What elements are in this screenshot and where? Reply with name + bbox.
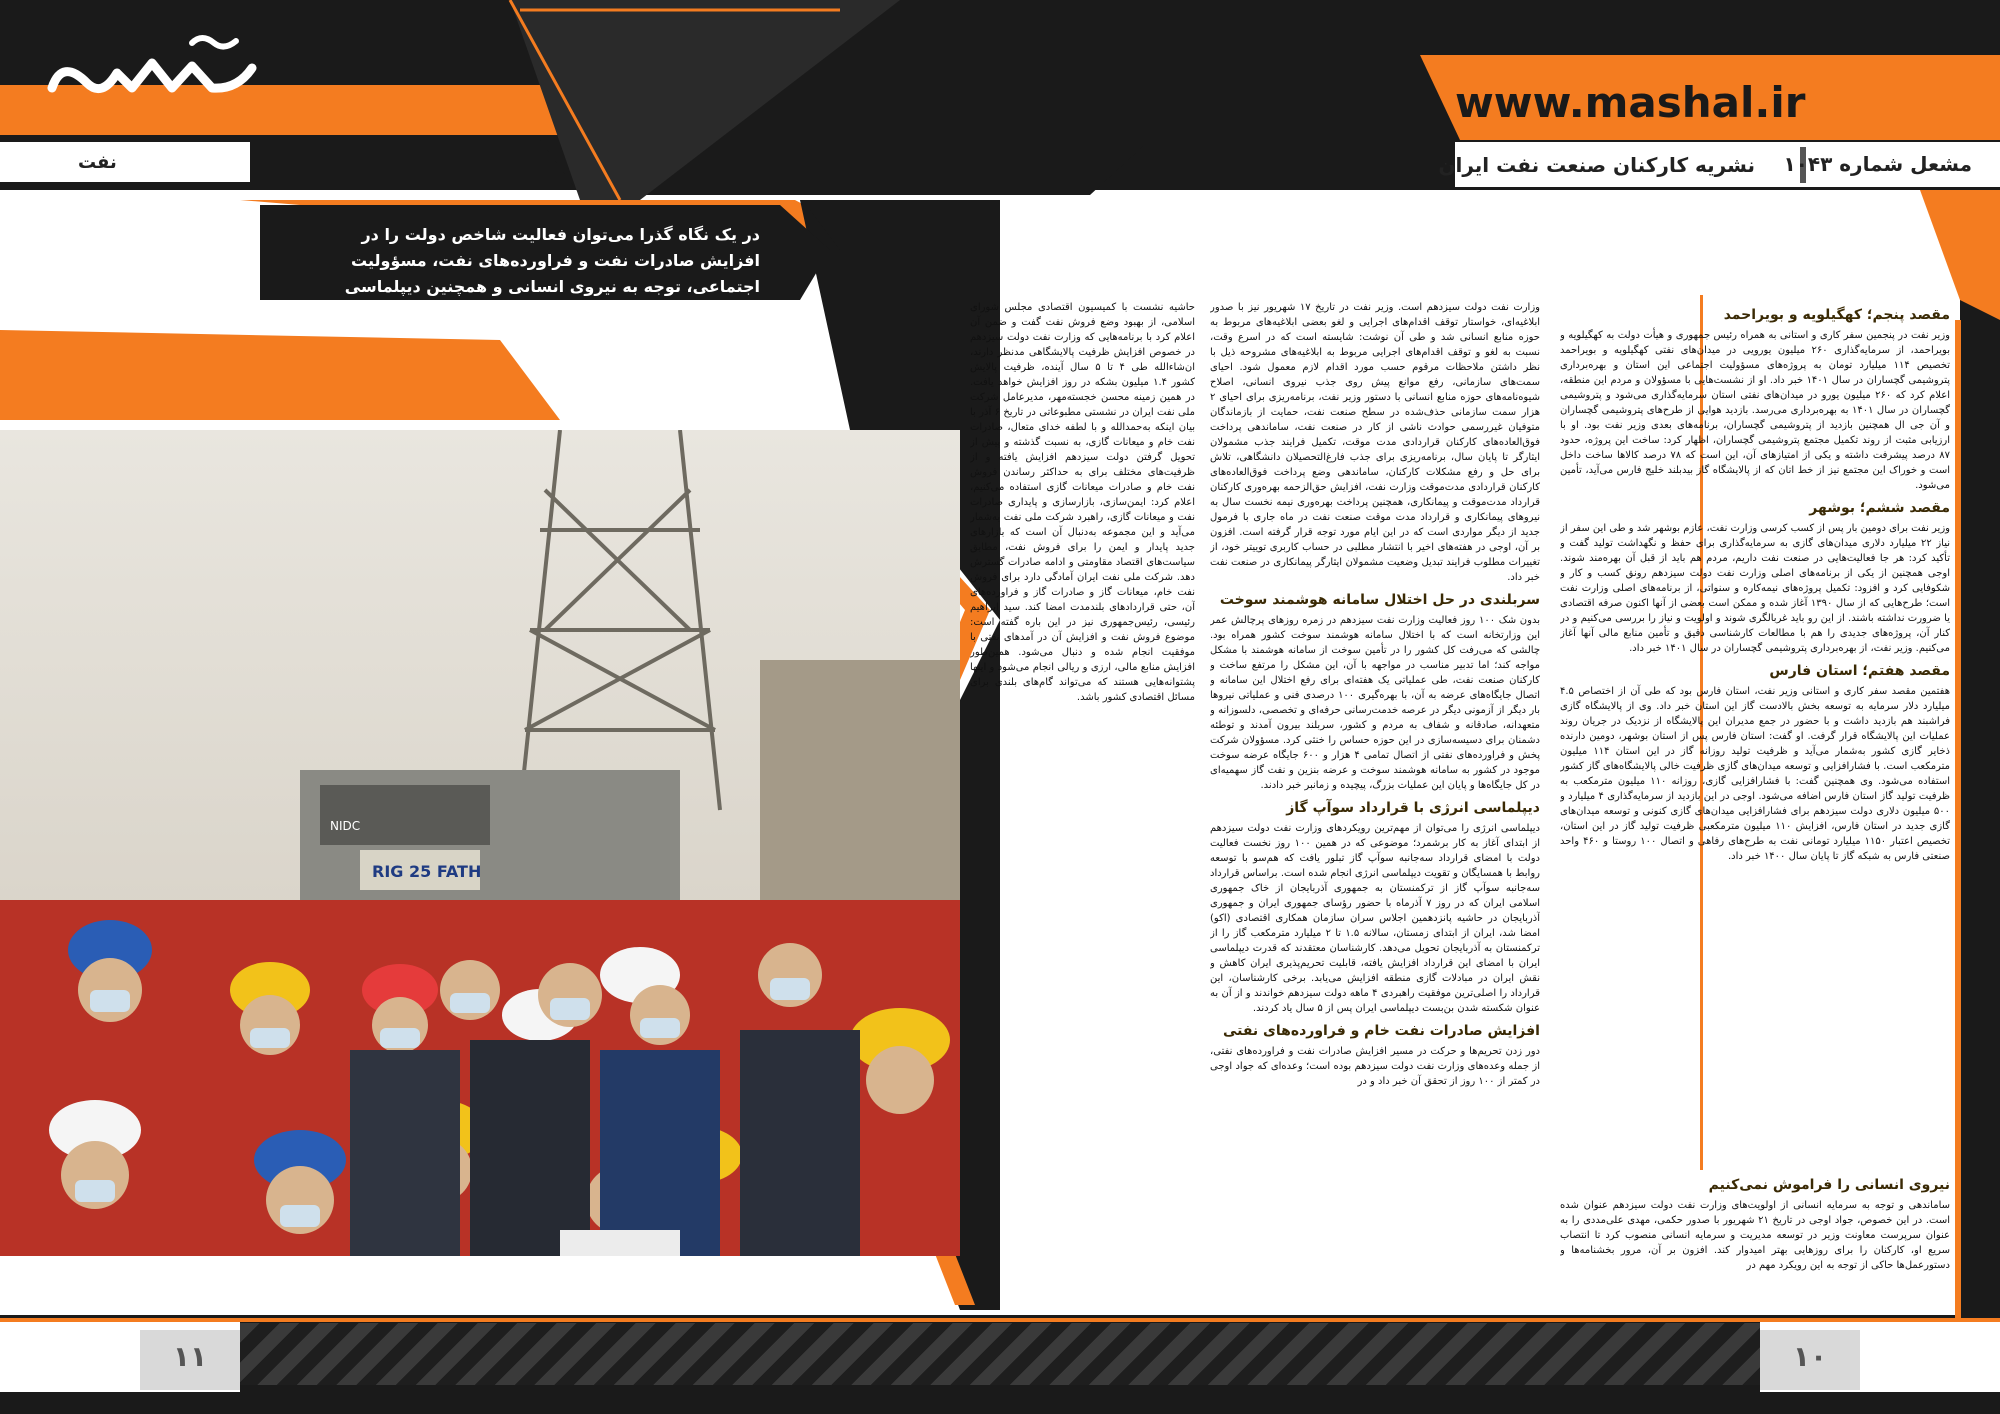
- col2-body-4: دور زدن تحریم‌ها و حرکت در مسیر افزایش صادرات نفت و فراورده‌های نفتی، از جمله وعده‌های وزارت نفت دولت سیزدهم بوده است؛ وعده‌ای که جواد اوجی در کمتر از ۱۰۰ روز از تحقق آن خبر داد و در: [1210, 1046, 1540, 1087]
- column-4: [1560, 1170, 1950, 1310]
- col2-section-3: [1210, 799, 1540, 1016]
- col1-body-1: وزیر نفت در پنجمین سفر کاری و استانی به همراه رئیس جمهوری و هیأت دولت به کهگیلویه و بویراحمد، از سرمایه‌گذاری ۲۶۰ میلیون یورویی در میدان‌های نفتی کهگیلویه و بویراحمد تخصیص ۱۱۴ میلیارد تومان به پروژه‌های مسؤولیت اجتماعی این استان و بهره‌برداری پتروشیمی گچساران در سال ۱۴۰۱ خبر داد. او از نشست‌هایی با مسؤولان و مردم این منطقه، اعلام کرد که ۲۶۰ میلیون یورو در میدان‌های نفتی استان سرمایه‌گذاری می‌شود و پتروشیمی گچساران در سال ۱۴۰۱ به بهره‌برداری می‌رسد. بازدید هوایی از طرح‌های پتروشیمی گچساران و آن جی ال همچنین بازدید از پتروشیمی گچساران، برنامه‌های بعدی وزیر نفت بود. او با ارزیابی مثبت از روند تکمیل مجتمع پتروشیمی گچساران، اظهار کرد: ساخت این پروژه، حدود ۸۷ درصد پیشرفت داشته و یکی از امتیازهای آن، این است که ۷۸ درصد کالاها ساخت داخل است و خوراک این مجتمع نیز از خط اتان که از پالایشگاه گاز بیدبلند خلیج فارس می‌آید، تأمین می‌شود.: [1560, 330, 1950, 491]
- col2-section-1: [1210, 300, 1540, 585]
- col1-heading-1: مقصد پنجم؛ کهگیلویه و بویراحمد: [1723, 307, 1950, 323]
- rig-sign: RIG 25 FATH: [372, 862, 482, 881]
- col2-section-4: [1210, 1022, 1540, 1089]
- col2-body-1: وزارت نفت دولت سیزدهم است. وزیر نفت در تاریخ ۱۷ شهریور نیز با صدور ابلاغیه‌ای، خواستار توقف اقدام‌های اجرایی و لغو بعضی ابلاغیه‌های مربوط به حوزه منابع انسانی شد و طی آن نوشت: شایسته است که در اسرع وقت، نسبت به لغو و توقف اقدام‌های اجرایی مربوط به ابلاغیه‌های مشروحه ذیل با نظر داشتن ملاحظات مرقوم حسب مورد اقدام لازم معمول شود. احیای سمت‌های سازمانی، رفع موانع پیش روی جذب نیروی انسانی، اصلاح شیوه‌نامه‌های حوزه منابع انسانی با دستور وزیر نفت، برنامه‌ریزی برای احیای ۲ هزار سمت سازمانی حذف‌شده در سطح صنعت نفت، حمایت از بازماندگان متوفیان غیررسمی حوادث ناشی از کار در صنعت نفت، ساماندهی پرداخت فوق‌العاده‌های کارکنان قراردادی مدت موقت، تکمیل فرایند جذب مشمولان ایثارگر تا پایان سال، برنامه‌ریزی برای جذب فارغ‌التحصیلان دانشگاهی، تلاش برای حل و رفع مشکلات کارکنان، ساماندهی وضع پرداخت فوق‌العاده‌های کارکنان قراردادی مدت‌موقت وزارت نفت، افزایش حق‌الزحمه بهره‌وری کارکنان قرارداد مدت‌موقت و پیمانکاری، همچنین پرداخت بهره‌وری نیمه نخست سال به نیروهای پیمانکاری و قرارداد مدت موقت صنعت نفت در ماه جاری با فرمول جدید از دیگر مواردی است که در این ایام مورد توجه قرار گرفته است. افزون بر آن، اوجی در هفته‌های اخیر با انتشار مطلبی در حساب کاربری توییتر خود، از تغییرات مطلوب فرایند تبدیل وضعیت مشمولان ایثارگر پیمانکاری در صنعت نفت خبر داد.: [1210, 302, 1540, 583]
- col1-body-2: وزیر نفت برای دومین بار پس از کسب کرسی وزارت نفت، عازم بوشهر شد و طی این سفر از نیاز ۲۲ میلیارد دلاری میدان‌های گازی به سرمایه‌گذاری برای حفظ و نگهداشت تولید گفت و تأکید کرد: هر جا فعالیت‌هایی در صنعت نفت داریم، مردم هم باید از قبل آن بهره‌مند شوند. اوجی همچنین از یکی از برنامه‌های اصلی وزارت نفت دولت سیزدهم رونق کسب و کار و شکوفایی کرد و افزود: تکمیل پروژه‌های نیمه‌کاره و سنواتی، از برنامه‌های اصلی وزارت نفت است؛ طرح‌هایی که از سال ۱۳۹۰ آغاز شده و ممکن است بعضی از آنها اکنون صرفه اقتصادی یا ضرورت نداشته باشند. از این رو باید غربالگری شوند و اولویت و نیاز را بررسی می‌کنیم و در کنار آن، پروژه‌های جدیدی را هم با مطالعات کارشناسی دقیق و تأمین منابع مالی آنها آغاز می‌کنیم. وزیر نفت، از بهره‌برداری پتروشیمی گچساران در سال ۱۴۰۱ خبر داد.: [1560, 523, 1950, 654]
- col2-heading-4: افزایش صادرات نفت خام و فراورده‌های نفتی: [1222, 1023, 1540, 1039]
- col2-heading-2: سربلندی در حل اختلال سامانه هوشمند سوخت: [1219, 592, 1540, 608]
- publication-name: نشریه کارکنان صنعت نفت ایران: [1438, 153, 1755, 177]
- page-number-left: ۱۱: [172, 1340, 208, 1373]
- mashal-logo-icon: [42, 28, 262, 108]
- masthead-logo: [42, 28, 262, 108]
- column-2: [1210, 300, 1540, 1310]
- col4-heading-1: نیروی انسانی را فراموش نمی‌کنیم: [1708, 1177, 1950, 1193]
- issue-label: مشعل شماره ۱۰۴۳: [1783, 152, 1972, 176]
- col4-body-1: ساماندهی و توجه به سرمایه انسانی از اولویت‌های وزارت نفت دولت سیزدهم عنوان شده است. در این خصوص، جواد اوجی در تاریخ ۲۱ شهریور با صدور حکمی، مهدی علی‌مددی را به عنوان سرپرست معاونت وزیر در توسعه مدیریت و سرمایه انسانی منصوب کرد تا انتصاب سریع او، کارکنان را برای روزهایی بهتر امیدوار کند. افزون بر آن، مرور بخشنامه‌ها و دستورعمل‌ها حاکی از توجه به این رویکرد مهم در: [1560, 1200, 1950, 1271]
- col1-section-3: [1560, 662, 1950, 864]
- col2-body-2: بدون شک ۱۰۰ روز فعالیت وزارت نفت سیزدهم در زمره روزهای پرچالش عمر این وزارتخانه است که با اختلال سامانه هوشمند سوخت کشور همراه بود. چالشی که می‌رفت کل کشور را در تأمین سوخت از سامانه هوشمند با مشکل مواجه کند؛ اما تدبیر مناسب در مواجهه با آن، این مشکل را مرتفع ساخت و کارکنان صنعت نفت، طی عملیاتی یک هفته‌ای برای رفع اختلال این سامانه و اتصال جایگاه‌های عرضه به آن، با بهره‌گیری ۱۰۰ درصدی فنی و عملیاتی نیروها بار دیگر از آزمونی دیگر در عرصه خدمت‌رسانی حرفه‌ای و تخصصی، دلسوزانه و متعهدانه، صادقانه و شفاف به مردم و کشور، سربلند بیرون آمدند و توطئه دشمنان برای دسیسه‌سازی در این حوزه حساس را خنثی کرد. مسؤولان شرکت پخش و فراورده‌های نفتی از اتصال تمامی ۴ هزار و ۶۰۰ جایگاه عرضه سوخت موجود در کشور به سامانه هوشمند سوخت و عرضه بنزین و نفت گاز سهمیه‌ای در کل جایگاه‌ها و پایان این عملیات بزرگ، پیچیده و زمانبر خبر دادند.: [1210, 615, 1540, 791]
- section-label: نفت: [78, 152, 117, 173]
- column-1: [1560, 300, 1950, 1310]
- col1-heading-3: مقصد هفتم؛ استان فارس: [1769, 663, 1950, 679]
- main-photo: [0, 430, 960, 1256]
- col1-heading-2: مقصد ششم؛ بوشهر: [1809, 500, 1950, 516]
- lead-quote: در یک نگاه گذرا می‌توان فعالیت شاخص دولت را در افزایش صادرات نفت و فراورده‌های نفت، مسؤولیت اجتماعی، توجه به نیروی انسانی و همچنین دیپلماسی انرژی قابل توجه خواند: [344, 225, 760, 322]
- col2-body-3: دیپلماسی انرژی را می‌توان از مهم‌ترین رویکردهای وزارت نفت دولت سیزدهم از ابتدای آغاز به کار برشمرد؛ موضوعی که در همین ۱۰۰ روز نخست فعالیت دولت با امضای قرارداد سه‌جانبه سوآپ گاز تبلور یافت که هم‌سو با توسعه روابط با همسایگان و تقویت دیپلماسی انرژی انجام شده است. براساس قرارداد سه‌جانبه سوآپ گاز از ترکمنستان به جمهوری آذربایجان از خاک جمهوری اسلامی ایران که در روز ۷ آذرماه با حضور رؤسای جمهوری ایران و جمهوری آذربایجان در حاشیه پانزدهمین اجلاس سران سازمان همکاری اقتصادی (اکو) امضا شد، ایران از ابتدای زمستان، سالانه ۱.۵ تا ۲ میلیارد مترمکعب گاز را از ترکمنستان به آذربایجان تحویل می‌دهد. کارشناسان معتقدند که قدرت دیپلماسی ایران با امضای این قرارداد افزایش یافته، قابلیت تحریم‌پذیری ایران کاهش و نقش ایران در مبادلات گازی منطقه افزایش می‌یابد. برخی کارشناسان، این قرارداد را اصلی‌ترین موفقیت راهبردی ۴ ماهه دولت سیزدهم خواندند و از آن به عنوان شکسته شدن بن‌بست دیپلماسی ایران پس از ۵ سال یاد کردند.: [1210, 823, 1540, 1014]
- col1-body-3: هفتمین مقصد سفر کاری و استانی وزیر نفت، استان فارس بود که طی آن از اختصاص ۴.۵ میلیارد دلار سرمایه به توسعه بخش بالادست گاز این استان خبر داد. وی از پالایشگاه گازی فراشبند هم بازدید داشت و با حضور در جمع مدیران این پالایشگاه از نزدیک در جریان روند عملیات این پالایشگاه قرار گرفت. او گفت: استان فارس پس از استان بوشهر، دومین دارنده ذخایر گازی کشور به‌شمار می‌آید و ظرفیت تولید روزانه گاز در این استان ۱۱۴ میلیون مترمکعب است. با فشارافزایی و توسعه میدان‌های گازی ظرفیت خالی پالایشگاه‌های گاز کشور استفاده می‌شود. وی همچنین گفت: با فشارافزایی گازی، روزانه ۱۱۰ میلیون مترمکعب به ظرفیت تولید گاز استان فارس اضافه می‌شود. اوجی در این بازدید از سرمایه‌گذاری ۴ میلیارد و ۵۰۰ میلیون دلاری دولت سیزدهم برای فشارافزایی میدان‌های گازی کنونی و توسعه میدان‌های گازی جدید در استان فارس، افزایش ۱۱۰ میلیون مترمکعبی ظرفیت تولید گاز در این استان، تخصیص اعتبار ۱۱۵۰ میلیارد تومانی نفت به طرح‌های رفاهی و اتصال ۱۰۰ روستا و ۴۶۰ واحد صنعتی فارس به شبکه گاز تا پایان سال ۱۴۰۰ خبر داد.: [1560, 686, 1950, 862]
- col1-section-1: [1560, 306, 1950, 493]
- column-3: [970, 300, 1195, 780]
- oil-workers-photo-icon: [0, 430, 960, 1256]
- website-url[interactable]: www.mashal.ir: [1455, 78, 1806, 127]
- col3-body-1: حاشیه نشست با کمیسیون اقتصادی مجلس شورای اسلامی، از بهبود وضع فروش نفت گفت و ضمن آن اعلام کرد با برنامه‌هایی که وزارت نفت دولت سیزدهم در خصوص افزایش ظرفیت پالایشگاهی مدنظر دارند، ان‌شاءالله طی ۴ تا ۵ سال آینده، ظرفیت پالایش کشور ۱.۴ میلیون بشکه در روز افزایش خواهد یافت. در همین زمینه محسن خجسته‌مهر، مدیرعامل شرکت ملی نفت ایران در نشستی مطبوعاتی در تاریخ ۶ آذر با بیان اینکه به‌حمدالله و با لطفه خدای متعال، صادرات نفت خام و میعانات گازی، به نسبت گذشته و پیش از تحویل گرفتن دولت سیزدهم افزایش یافته و از ظرفیت‌های مختلف برای به حداکثر رساندن فروش نفت خام و صادرات میعانات گازی استفاده می‌کنیم، اعلام کرد: ایمن‌سازی، بازارسازی و پایداری صادرات نفت و میعانات گازی، راهبرد شرکت ملی نفت به‌شمار می‌آید و این مجموعه به‌دنبال آن است که بازارهای جدید پایدار و ایمن را برای فروش نفت، مطابق سیاست‌های اقتصاد مقاومتی و ادامه صادرات گسترش دهد. شرکت ملی نفت ایران آمادگی دارد برای فروش نفت خام، میعانات گاز و صادرات گاز و فراورده‌های آن، حتی قراردادهای بلندمدت امضا کند. سید ابراهیم رئیسی، رئیس‌جمهوری نیز در این باره گفته است: موضوع فروش نفت و افزایش آن در آمدهای نفتی با موفقیت انجام شده و دنبال می‌شود. همین‌طور افزایش منابع مالی، ارزی و ریالی انجام می‌شود و اینها پشتوانه‌هایی هستند که می‌تواند گام‌های بلندی برای مسائل اقتصادی کشور باشد.: [970, 302, 1195, 703]
- rig-logo: NIDC: [330, 819, 361, 833]
- page-number-right: ۱۰: [1792, 1340, 1828, 1373]
- col2-heading-3: دیپلماسی انرژی با قرارداد سوآپ گاز: [1286, 800, 1540, 816]
- col2-section-2: [1210, 591, 1540, 793]
- col1-section-2: [1560, 499, 1950, 656]
